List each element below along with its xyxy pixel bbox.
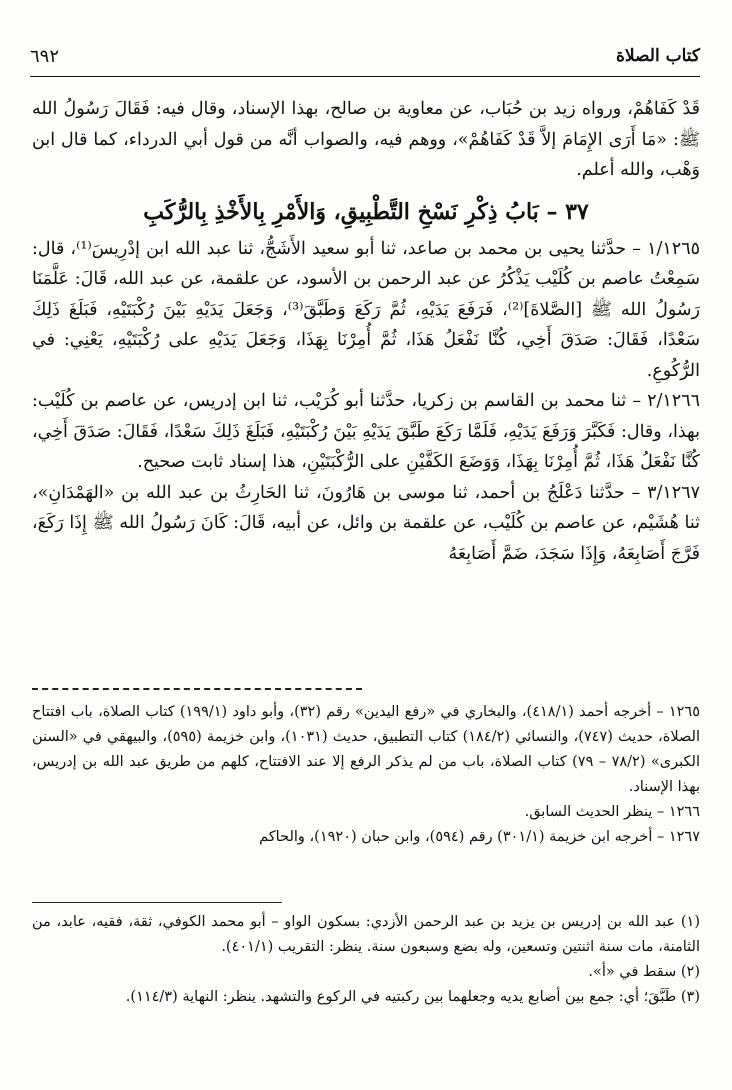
hadith-1267: ٣/١٢٦٧ – حدَّثنا دَعْلَجُ بن أحمد، ثنا موسى بن هَارُونَ، ثنا الحَارِثُ بن عبد الله بن «الهَمْدَانِ»، ثنا هُشَيْم، عن عاصم بن كُلَيْب، عن علقمة بن وائل، عن أبيه، قَالَ: كَانَ رَسُولُ الله ﷺ إِذَا رَكَعَ، فَرَّجَ أَصَابِعَهُ، وَإِذَا سَجَدَ، ضَمَّ أَصَابِعَهُ — [32, 482, 700, 564]
takhrij-section — [32, 700, 700, 850]
takhrij-1266: ١٢٦٦ – ينظر الحديث السابق. — [524, 804, 700, 820]
main-text — [32, 94, 700, 569]
footnotes-section — [32, 910, 700, 1010]
hadith-1265: ١/١٢٦٥ – حدَّثنا يحيى بن محمد بن صاعد، ثنا أبو سعيد الأَشَجُّ، ثنا عبد الله ابن إدْرِيسَ⁽¹⁾، قال: سَمِعْتُ عاصم بن كُلَيْب يَذْكُرُ عن عبد الرحمن بن الأسود، عن علقمة، عن عبد الله، قَالَ: عَلَّمَنَا رَسُولُ الله ﷺ [الصَّلاةَ]⁽²⁾، فَرَفَعَ يَدَيْهِ، ثُمَّ رَكَعَ وَطَبَّقَ⁽³⁾، وَجَعَلَ يَدَيْهِ بَيْنَ رُكْبَتَيْهِ، فَبَلَغَ ذَلِكَ سَعْدًا، فَقَالَ: صَدَقَ أَخِي، كُنَّا نَفْعَلُ هَذَا، ثُمَّ أُمِرْنَا بِهَذَا، وَجَعَلَ يَدَيْهِ على رُكْبَتَيْهِ، يَعْنِي: في الرُّكُوعِ. — [32, 238, 700, 381]
footnote-2: (٢) سقط في «أ». — [588, 964, 700, 980]
footnote-3: (٣) طَبَّقَ؛ أي: جمع بين أصابع يديه وجعلهما بين ركبتيه في الركوع والتشهد. ينظر: النهاية (١١٤/٣). — [125, 989, 700, 1005]
running-header — [30, 44, 700, 77]
page-number: ٦٩٢ — [30, 46, 60, 67]
intro-paragraph: قَدْ كَفَاهُمْ، ورواه زيد بن حُبَاب، عن معاوية بن صالح، بهذا الإسناد، وقال فيه: فَقَالَ رَسُولُ الله ﷺ: «مَا أَرَى الإِمَامَ إلاَّ قَدْ كَفَاهُمْ»، ووهم فيه، والصواب أنَّه من قول أبي الدرداء، كما قال ابن وَهْب، والله أعلم. — [32, 99, 700, 180]
chapter-title: ٣٧ – بَابُ ذِكْرِ نَسْخِ التَّطْبِيقِ، وَالأَمْرِ بِالأَخْذِ بِالرُّكَبِ — [143, 198, 589, 225]
footnote-divider — [32, 902, 282, 903]
footnote-1: (١) عبد الله بن إدريس بن يزيد بن عبد الرحمن الأزدي: بسكون الواو – أبو محمد الكوفي، ثقة، فقيه، عابد، من الثامنة، مات سنة اثنتين وتسعين، وله بضع وسبعون سنة. ينظر: التقريب (٤٠١/١). — [32, 914, 700, 955]
takhrij-divider — [32, 688, 362, 690]
book-title: كتاب الصلاة — [615, 46, 700, 66]
takhrij-1267: ١٢٦٧ – أخرجه ابن خزيمة (٣٠١/١) رقم (٥٩٤)، وابن حبان (١٩٢٠)، والحاكم — [259, 829, 700, 845]
hadith-1266: ٢/١٢٦٦ – ثنا محمد بن القاسم بن زكريا، حدَّثنا أبو كُرَيْب، ثنا ابن إدريس، عن عاصم بن كُلَيْب: بهذا، وقال: فَكَبَّرَ وَرَفَعَ يَدَيْهِ، فَلَمَّا رَكَعَ طَبَّقَ يَدَيْهِ بَيْنَ رُكْبَتَيْهِ، فَبَلَغَ ذَلِكَ سَعْدًا، فَقَالَ: صَدَقَ أَخِي، كُنَّا نَفْعَلُ هَذَا، ثُمَّ أُمِرْنَا بِهَذَا، وَوَضَعَ الكَفَّيْنِ على الرُّكْبَتَيْنِ، هذا إسناد ثابت صحيح. — [32, 391, 700, 472]
takhrij-1265: ١٢٦٥ – أخرجه أحمد (٤١٨/١)، والبخاري في «رفع اليدين» رقم (٣٢)، وأبو داود (١٩٩/١) كتاب الصلاة، باب افتتاح الصلاة، حديث (٧٤٧)، والنسائي (١٨٤/٢) كتاب التطبيق، حديث (١٠٣١)، وابن خزيمة (٥٩٥)، والبيهقي في «السنن الكبرى» (٧٨/٢ – ٧٩) كتاب الصلاة، باب من لم يذكر الرفع إلا عند الافتتاح، كلهم من طريق عبد الله بن إدريس، بهذا الإسناد. — [32, 704, 701, 795]
